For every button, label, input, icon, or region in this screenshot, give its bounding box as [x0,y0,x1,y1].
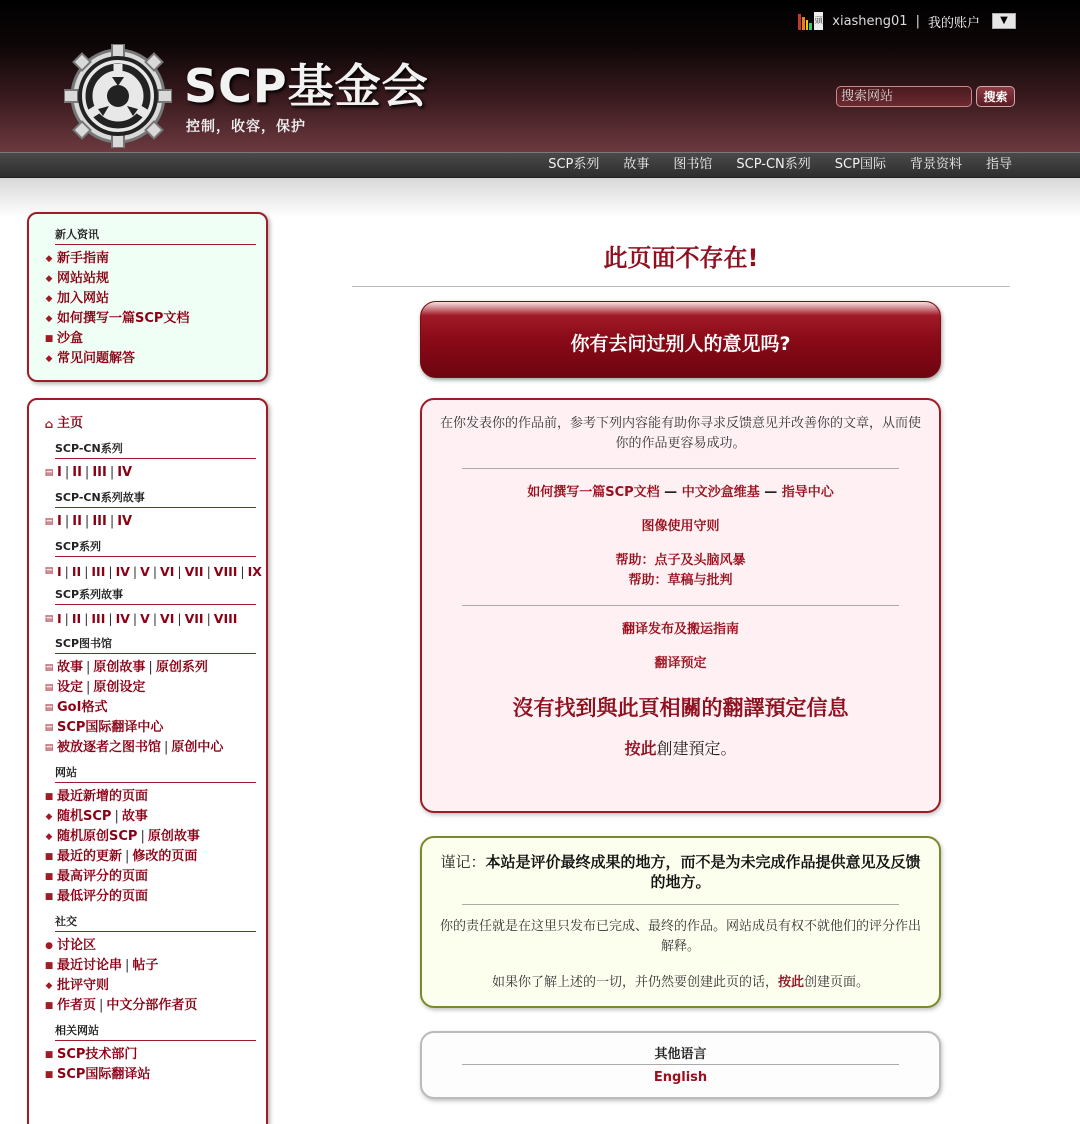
sidebar-link-site-rules[interactable]: 网站站规 [57,271,110,286]
divider [462,904,899,905]
create-page-link[interactable]: 按此 [777,975,804,990]
cn-series-link[interactable]: III [92,465,107,480]
site-link-recent-changes[interactable]: 最近的更新 [57,849,123,864]
my-account-link[interactable]: 我的账户 [927,15,980,31]
series-link[interactable]: II [71,564,82,579]
divider [462,468,899,469]
info-intro: 在你发表你的作品前，参考下列内容能有助你寻求反馈意见并改善你的文章，从而使你的作品更容易成功。 [439,416,921,451]
site-link-random-original-scp[interactable]: 随机原创SCP [57,829,138,844]
series-link[interactable]: IX [247,564,262,579]
username-link[interactable]: xiasheng01 [832,13,908,29]
document-icon: ▤ [44,703,54,713]
square-bullet-icon: ■ [44,961,54,971]
document-icon: ▤ [44,683,54,693]
diamond-bullet-icon: ◆ [45,981,53,991]
document-icon: ▤ [44,743,54,753]
no-translation-message: 沒有找到與此頁相關的翻譯預定信息 [512,696,849,720]
sidebar-heading-social: 社交 [55,913,256,932]
square-bullet-icon: ■ [44,1050,54,1060]
tales-link[interactable]: I [57,611,62,626]
diamond-bullet-icon: ◆ [45,274,53,284]
reminder-prefix: 谨记： [440,853,486,871]
sidebar-heading-related: 相关网站 [55,1022,256,1041]
document-icon: ▤ [44,517,54,527]
sidebar-link-beginner-guide[interactable]: 新手指南 [57,251,110,266]
library-link-tales[interactable]: 故事 [57,660,84,675]
site-link-lowest-rated[interactable]: 最低评分的页面 [57,889,149,904]
sidebar-heading-tales: SCP系列故事 [55,586,256,605]
banner-text: 你有去问过别人的意见吗? [570,333,791,355]
site-link-random-original-tale[interactable]: 原创故事 [147,829,200,844]
topnav-scp-cn-series[interactable]: SCP-CN系列 [736,157,811,172]
square-bullet-icon: ■ [44,792,54,802]
site-header [0,0,1080,153]
topnav-scp-series[interactable]: SCP系列 [548,157,600,172]
tales-link[interactable]: V [140,611,150,626]
square-bullet-icon: ■ [44,334,54,344]
site-link-random-tale[interactable]: 故事 [121,809,148,824]
cn-tales-link[interactable]: III [92,514,107,529]
sidebar-main-box: ⌂ 主页 SCP-CN系列 ▤ I | II | III | IV SCP-CN系列故事 ▤ I | II | III | IV SCP系列 ▤ I | II | III | IV | V | VI | VII | VIII | IX SCP系列故事 ▤ I | II | III | IV | V | VI | VII | VIII SCP图书馆 ▤ 故事 | 原创故事 | 原创系列 ▤ 设定 | 原创设定 ▤ GoI格式 ▤ SCP国际翻译中心 ▤ 被放逐者之图书馆 | 原创中心 网站 ■ 最近新增的页面 ◆ 随机SCP | 故事 ◆ 随机原创SCP | 原创故事 ■ 最近的更新 | 修改的页面 ■ 最高评分的页面 ■ 最低评分的页面 社交 ● 讨论区 ■ 最近讨论串 | 帖子 ◆ 批评守则 ■ 作者页 | 中文分部作者页 相关网站 ■ SCP技术部门 ■ SCP国际翻译站 [27,398,268,1124]
top-nav [0,152,1080,178]
link-help-ideas[interactable]: 帮助：点子及头脑风暴 [615,553,746,568]
social-link-forum[interactable]: 讨论区 [57,938,97,953]
account-dropdown-icon[interactable]: ▼ [992,13,1016,29]
site-link-edited-pages[interactable]: 修改的页面 [132,849,198,864]
topnav-background[interactable]: 背景资料 [909,157,962,172]
language-link-english[interactable]: English [653,1070,708,1085]
karma-avatar-icon[interactable]: 頭 [798,12,824,30]
other-languages-box [420,1031,941,1099]
tales-link[interactable]: III [91,611,106,626]
speech-bubble-icon: ● [45,941,53,951]
page-title: 此页面不存在! [603,244,759,272]
library-link-original-hub[interactable]: 原创中心 [171,740,224,755]
user-bar [798,10,1016,32]
series-link[interactable]: VI [160,564,175,579]
document-icon: ▤ [44,663,54,673]
site-link-random-scp[interactable]: 随机SCP [57,809,112,824]
social-link-recent-threads[interactable]: 最近讨论串 [57,958,123,973]
series-link[interactable]: IV [115,564,130,579]
library-link-goi-formats[interactable]: GoI格式 [57,700,108,715]
search-bar [836,86,1015,107]
search-button[interactable]: 搜索 [976,86,1015,107]
document-icon: ▤ [44,566,54,576]
diamond-bullet-icon: ◆ [45,812,53,822]
feedback-info-box [420,398,941,813]
tales-link[interactable]: IV [115,611,130,626]
series-link[interactable]: I [57,564,62,579]
sidebar-heading-cn-series: SCP-CN系列 [55,440,256,459]
sidebar-link-how-to-write[interactable]: 如何撰写一篇SCP文档 [57,311,190,326]
link-how-to-write[interactable]: 如何撰写一篇SCP文档 [527,485,660,500]
link-cn-sandbox[interactable]: 中文沙盒维基 [681,485,760,500]
other-languages-title: 其他语言 [462,1043,899,1065]
title-divider [352,286,1010,287]
tales-link[interactable]: VI [160,611,175,626]
social-link-author-pages[interactable]: 作者页 [57,998,97,1013]
sidebar-heading-library: SCP图书馆 [55,635,256,654]
cn-series-link[interactable]: IV [117,465,133,480]
tales-link[interactable]: VII [184,611,204,626]
reminder-heading [434,852,927,892]
library-link-canon[interactable]: 设定 [57,680,84,695]
create-reservation-suffix: 創建預定。 [656,739,737,758]
link-translation-guide[interactable]: 翻译发布及搬运指南 [621,622,739,637]
library-link-original-series[interactable]: 原创系列 [155,660,208,675]
cn-tales-link[interactable]: IV [117,514,133,529]
site-subtitle: 控制，收容，保护 [186,119,306,135]
sidebar-newbie-box [27,212,268,382]
tales-link[interactable]: VIII [213,611,238,626]
reminder-box [420,836,941,1008]
cn-series-link[interactable]: II [72,465,82,480]
document-icon: ▤ [44,723,54,733]
library-link-original-tales[interactable]: 原创故事 [93,660,146,675]
link-image-policy[interactable]: 图像使用守则 [641,519,720,534]
series-link[interactable]: VII [184,564,204,579]
document-icon: ▤ [44,468,54,478]
sidebar-heading-series: SCP系列 [55,538,256,557]
series-link[interactable]: V [140,564,150,579]
reminder-create-prefix: 如果你了解上述的一切，并仍然要创建此页的话， [491,975,778,990]
sidebar-link-join-site[interactable]: 加入网站 [57,291,110,306]
square-bullet-icon: ■ [44,1070,54,1080]
scp-logo-icon[interactable] [64,44,172,148]
sidebar-heading-site: 网站 [55,764,256,783]
diamond-bullet-icon: ◆ [45,354,53,364]
topnav-scp-international[interactable]: SCP国际 [834,157,886,172]
feedback-banner [420,301,941,378]
social-link-cn-author-pages[interactable]: 中文分部作者页 [106,998,198,1013]
site-title[interactable]: SCP基金会 [184,59,429,113]
link-help-drafts[interactable]: 帮助：草稿与批判 [628,573,733,588]
reminder-create-suffix: 创建页面。 [804,975,870,990]
sidebar-link-faq[interactable]: 常见问题解答 [57,351,136,366]
tales-link[interactable]: II [71,611,82,626]
topnav-library[interactable]: 图书馆 [673,157,713,172]
divider [462,605,899,606]
series-link[interactable]: III [91,564,106,579]
square-bullet-icon: ■ [44,1001,54,1011]
cn-tales-link[interactable]: I [57,514,62,529]
site-link-top-rated[interactable]: 最高评分的页面 [57,869,149,884]
related-link-tech-dept[interactable]: SCP技术部门 [57,1047,138,1062]
social-link-criticism-policy[interactable]: 批评守则 [57,978,110,993]
create-reservation-line [422,736,939,759]
link-guide-hub[interactable]: 指导中心 [781,485,834,500]
cn-tales-link[interactable]: II [72,514,82,529]
library-link-original-canon[interactable]: 原创设定 [93,680,146,695]
diamond-bullet-icon: ◆ [45,254,53,264]
link-translation-reservation[interactable]: 翻译预定 [654,656,707,671]
social-link-posts[interactable]: 帖子 [132,958,159,973]
library-link-wanderers-library[interactable]: 被放逐者之图书馆 [57,740,162,755]
create-reservation-link[interactable]: 按此 [624,739,657,758]
home-icon: ⌂ [44,417,54,431]
topnav-tales[interactable]: 故事 [623,157,650,172]
dash: — [664,485,678,500]
series-link[interactable]: VIII [213,564,238,579]
sidebar-link-sandbox[interactable]: 沙盒 [57,331,84,346]
sidebar-heading-cn-tales: SCP-CN系列故事 [55,489,256,508]
separator: | [915,13,920,29]
square-bullet-icon: ■ [44,872,54,882]
dash: — [764,485,778,500]
cn-series-link[interactable]: I [57,465,62,480]
diamond-bullet-icon: ◆ [45,294,53,304]
square-bullet-icon: ■ [44,892,54,902]
reminder-create-line [422,971,939,990]
document-icon: ▤ [44,614,54,624]
site-link-recent-pages[interactable]: 最近新增的页面 [57,789,149,804]
reminder-heading-bold: 本站是评价最终成果的地方，而不是为未完成作品提供意见及反馈的地方。 [485,853,921,891]
sidebar-heading-newbie: 新人资讯 [55,226,256,245]
diamond-bullet-icon: ◆ [45,314,53,324]
library-link-int-translation-hub[interactable]: SCP国际翻译中心 [57,720,164,735]
reminder-body: 你的责任就是在这里只发布已完成、最终的作品。网站成员有权不就他们的评分作出解释。 [439,919,921,954]
sidebar-link-home[interactable]: 主页 [57,416,84,431]
diamond-bullet-icon: ◆ [45,832,53,842]
search-input[interactable] [836,86,972,107]
square-bullet-icon: ■ [44,852,54,862]
topnav-guide[interactable]: 指导 [985,157,1012,172]
related-link-int-translation[interactable]: SCP国际翻译站 [57,1067,151,1082]
